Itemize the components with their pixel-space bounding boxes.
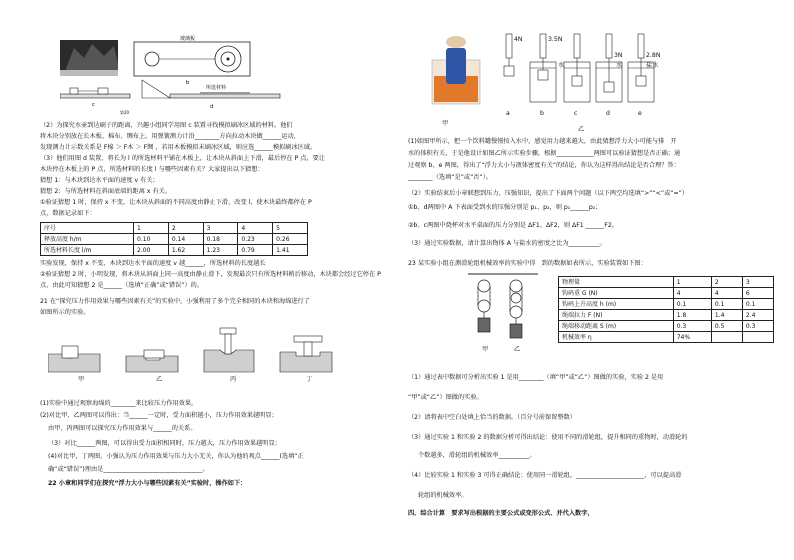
q21-2: (2)对比甲、乙两图可以得出：当______一定时，受力面积越小，压力作用效果越明显； (40, 412, 278, 419)
sponge-bing (204, 328, 254, 372)
q23-1-line1: （1）通过表中数据可分析出实验 1 是用________（填“甲”或“乙”）图做的实验，实验 2 是用 (408, 374, 664, 381)
q22-2-line2: ①b、d两图中 A 下表面受到水的压强分别是 p₁、p₂，则 p₁______p₂； (408, 204, 602, 211)
setup-a (504, 34, 514, 76)
verify-1-line2: 点，数据记录如下： (40, 210, 96, 217)
table-cell: 0.79 (238, 245, 273, 256)
q21-line2: 如图所示的实验。 (40, 309, 90, 316)
table-cell: 所选材料长度 l/m (41, 245, 134, 256)
q20-2-line3: 发现测力计示数关系是 F棉 ＞ F木 ＞ F绸 ，若用木板模拟未刷冰区域，则应选______模拟刷冰区域。 (40, 144, 317, 151)
q21-4a: (4)对比甲，丁两图，小强认为压力作用效果与压力大小无关，你认为他的观点______(选填“正 (48, 453, 304, 460)
q20-3-line1: （3）他们用图 d 装置，将长为 l 的所选材料平铺在木板上，让木块从斜面上下滑，最后停在 P 点，要让 (40, 155, 325, 162)
sponge-figure (48, 322, 348, 390)
table-cell: 机械效率 η (559, 332, 674, 343)
table-cell (742, 332, 773, 343)
pulley-jia (478, 280, 490, 332)
table-row (559, 310, 774, 321)
label-c: c (574, 110, 578, 117)
table-row (559, 277, 774, 288)
guess-2: 猜想 2：与所选材料在斜面底端的距离 x 有关。 (40, 188, 172, 195)
table-cell: 绳端拉力 F (N) (559, 310, 674, 321)
table-cell: 3 (742, 277, 773, 288)
table-cell: 0.10 (134, 234, 169, 245)
table-cell (711, 332, 742, 343)
q21-line1: 21 在“探究压力作用效果与哪些因素有关”的实验中，小强利用了多个完全相同的木块和海绵进行了 (40, 298, 310, 305)
table-cell: 1.41 (273, 245, 308, 256)
q23-4-line2: 轮组的机械效率。 (418, 492, 468, 499)
label-b: b (540, 110, 544, 117)
table-cell: 0.14 (168, 234, 203, 245)
pulley-label-jia: 甲 (482, 346, 489, 353)
q22-title: 22 小章和同学们在探究“浮力大小与哪些因素有关”实验时，操作如下： (48, 480, 247, 487)
q23-3-line2: 个数越多，滑轮组的机械效率__________。 (418, 452, 536, 459)
table-cell: 释放高度 h/m (41, 234, 134, 245)
q20-2-line2: 将木块分别放在长木板、棉布、绸布上，用弹簧测力计沿________方向拉动木块做______运动， (40, 133, 300, 140)
table-cell: 2.00 (134, 245, 169, 256)
table-cell: 物理量 (559, 277, 674, 288)
table-cell: 2 (168, 223, 203, 234)
pulley-yi (510, 280, 522, 338)
reading-a: 4N (514, 36, 523, 43)
q21-1: (1)实验中通过观察海绵的________来比较压力作用效果。 (40, 400, 198, 407)
q23-title: 23 某实验小组在测滑轮组机械效率的实验中得 到的数据如表所示，实验装置如下图： (408, 260, 647, 267)
table-cell: 5 (273, 223, 308, 234)
verify-2-line1: ②验证猜想 2 时，小明发现，将木块从斜面上同一高度由静止滑下，发现最次只有所选材料稍后移动，木块都会经过它停在 P (40, 271, 381, 278)
fig-number: 第20 (120, 110, 130, 115)
table-row (41, 234, 308, 245)
saltwater-label: 盐水 (646, 62, 659, 69)
table-cell: 0.18 (203, 234, 238, 245)
table-cell: 3 (203, 223, 238, 234)
q23-3-line1: （3）通过实验 1 和实验 2 的数据分析可得出结论：使用不同的滑轮组，提升相同的重物时，动滑轮的 (408, 434, 688, 441)
q22-1-line4: ________（选填“是”或“否”）。 (408, 174, 492, 181)
can-photo (432, 36, 480, 104)
fig-label-c: c (92, 102, 95, 108)
guess-1: 猜想 1：与木块到达水平面的速度 v 有关； (40, 177, 159, 184)
table-cell: 4 (673, 288, 711, 299)
table-row (559, 332, 774, 343)
q20-3-line2: 木块停在木板上的 P 点，所选材料的长度 l 与哪些因素有关？大家提出以下猜想： (40, 166, 264, 173)
pulley-label-yi: 乙 (514, 346, 521, 353)
table-cell: 钩码重 G (N) (559, 288, 674, 299)
label-bing: 丙 (230, 376, 237, 383)
table-row (559, 321, 774, 332)
table-cell: 0.5 (711, 321, 742, 332)
sponge-jia (48, 346, 100, 372)
table-cell: 2 (711, 277, 742, 288)
table-cell: 序号 (41, 223, 134, 234)
q23-2: （2）请将表中空白处填上恰当的数据。（百分号前保留整数） (408, 414, 576, 421)
q20-2-line1: （2）为探究水壶到达刷子的距离，兴趣小组同学用图 c 装置寻找模拟刷冰区域的材料，他们 (40, 122, 293, 129)
label-ding: 丁 (306, 376, 313, 383)
q22-1-line3: 过观察 b、e 两图，得出了“浮力大小与液体密度有关”的结论，你认为这样得出结论是否合理？答： (408, 162, 680, 169)
table-row (41, 245, 308, 256)
fig-label-d: d (210, 104, 214, 110)
table-row (41, 223, 308, 234)
section-4-title: 四、综合计算 要求写出根据的主要公式或变形公式、并代入数字， (408, 510, 594, 517)
reading-e: 2.8N (646, 52, 661, 59)
q22-3: （3）通过实验数据，请计算出物体 A 与盐水的密度之比为__________。 (408, 240, 606, 247)
verify-1-line1: ①验证猜想 1 时，保持 x 不变，让木块从斜面的不同高度由静止下滑，改变 l，使木块最终都停在 P (40, 199, 312, 206)
curling-figure (60, 34, 290, 116)
q23-1-line2: “甲”或“乙”）图做的实验。 (408, 394, 483, 401)
sponge-ding (280, 336, 332, 372)
table-cell: 1.62 (168, 245, 203, 256)
table-cell: 1.8 (673, 310, 711, 321)
q22-2-line3: ②b、c两图中烧杯对水平桌面的压力分别是 ΔF1、ΔF2，则 ΔF1 ______F2。 (408, 222, 618, 229)
label-a: a (506, 110, 510, 117)
table-cell: 0.1 (742, 299, 773, 310)
table-cell: 0.1 (711, 299, 742, 310)
fig-label-material: 所选材料 (206, 85, 227, 91)
q22-1-line1: (1)如图甲所示，把一个饮料罐慢慢按入水中，感觉用力越来越大，由此猜想浮力大小可能与排 开 (408, 138, 677, 145)
label-yi: 乙 (156, 376, 163, 383)
q21-3: （3）对比______两图，可以得出受力面积相同时，压力越大，压力作用效果越明显； (48, 440, 281, 447)
table-cell: 绳端移动距离 S (m) (559, 321, 674, 332)
q22-1-line2: 水的体积有关，于是他设计如图乙所示实验步骤，根据____________两图可以验证猜想是否正确；通 (408, 150, 681, 157)
reading-d: 3N (614, 52, 623, 59)
table-cell: 0.26 (273, 234, 308, 245)
table-cell: 2.4 (742, 310, 773, 321)
result-1: 实验发现，保持 x 不变，木块到达水平面的速度 v 越______，所选材料的长度越长 (40, 260, 266, 267)
q21-4b: 确”或“错误”)理由是________________________________。 (48, 466, 209, 473)
table-cell: 0.3 (673, 321, 711, 332)
setup-b (530, 34, 556, 102)
pulley-figure (468, 270, 538, 344)
fig-label-a: 玻璃板 (180, 36, 196, 42)
table-cell: 4 (238, 223, 273, 234)
table-cell: 74% (673, 332, 711, 343)
label-e: e (638, 110, 642, 117)
sponge-yi (126, 350, 178, 372)
label-jia: 甲 (442, 120, 449, 127)
water-label-2: 水 (616, 62, 623, 69)
table-cell: 1 (134, 223, 169, 234)
table-cell: 0.1 (673, 299, 711, 310)
table-row (559, 288, 774, 299)
table-cell: 4 (711, 288, 742, 299)
reading-b: 3.5N (548, 36, 563, 43)
label-jia: 甲 (78, 376, 85, 383)
data-table-23 (558, 276, 774, 343)
table-cell: 钩码上升高度 h (m) (559, 299, 674, 310)
table-cell: 1 (673, 277, 711, 288)
table-row (559, 299, 774, 310)
q22-2-line1: （2）实验结束后小章联想到压力、压强知识，提出了下面两个问题（以下两空均选填“>”“<”或“=”） (408, 190, 689, 197)
fig-label-b: b (186, 80, 190, 86)
water-label-1: 水 (558, 62, 565, 69)
q23-4-line1: （4）比较实验 1 和实验 3 可得正确结论：使用同一滑轮组，______________________，可以提高滑 (408, 472, 682, 479)
table-cell: 1.4 (711, 310, 742, 321)
table-cell: 0.3 (742, 321, 773, 332)
label-d: d (606, 110, 610, 117)
setup-c (564, 34, 590, 102)
q21-2b: 由甲、丙两图可以探究压力作用效果与______的关系。 (48, 425, 197, 432)
table-cell: 0.23 (238, 234, 273, 245)
label-yi: 乙 (578, 126, 585, 133)
table-cell: 6 (742, 288, 773, 299)
verify-2-line2: 点，由此可知猜想 2 是______（选填“正确”或“错误”）的。 (40, 282, 204, 289)
data-table-20 (40, 222, 308, 256)
table-cell: 1.23 (203, 245, 238, 256)
